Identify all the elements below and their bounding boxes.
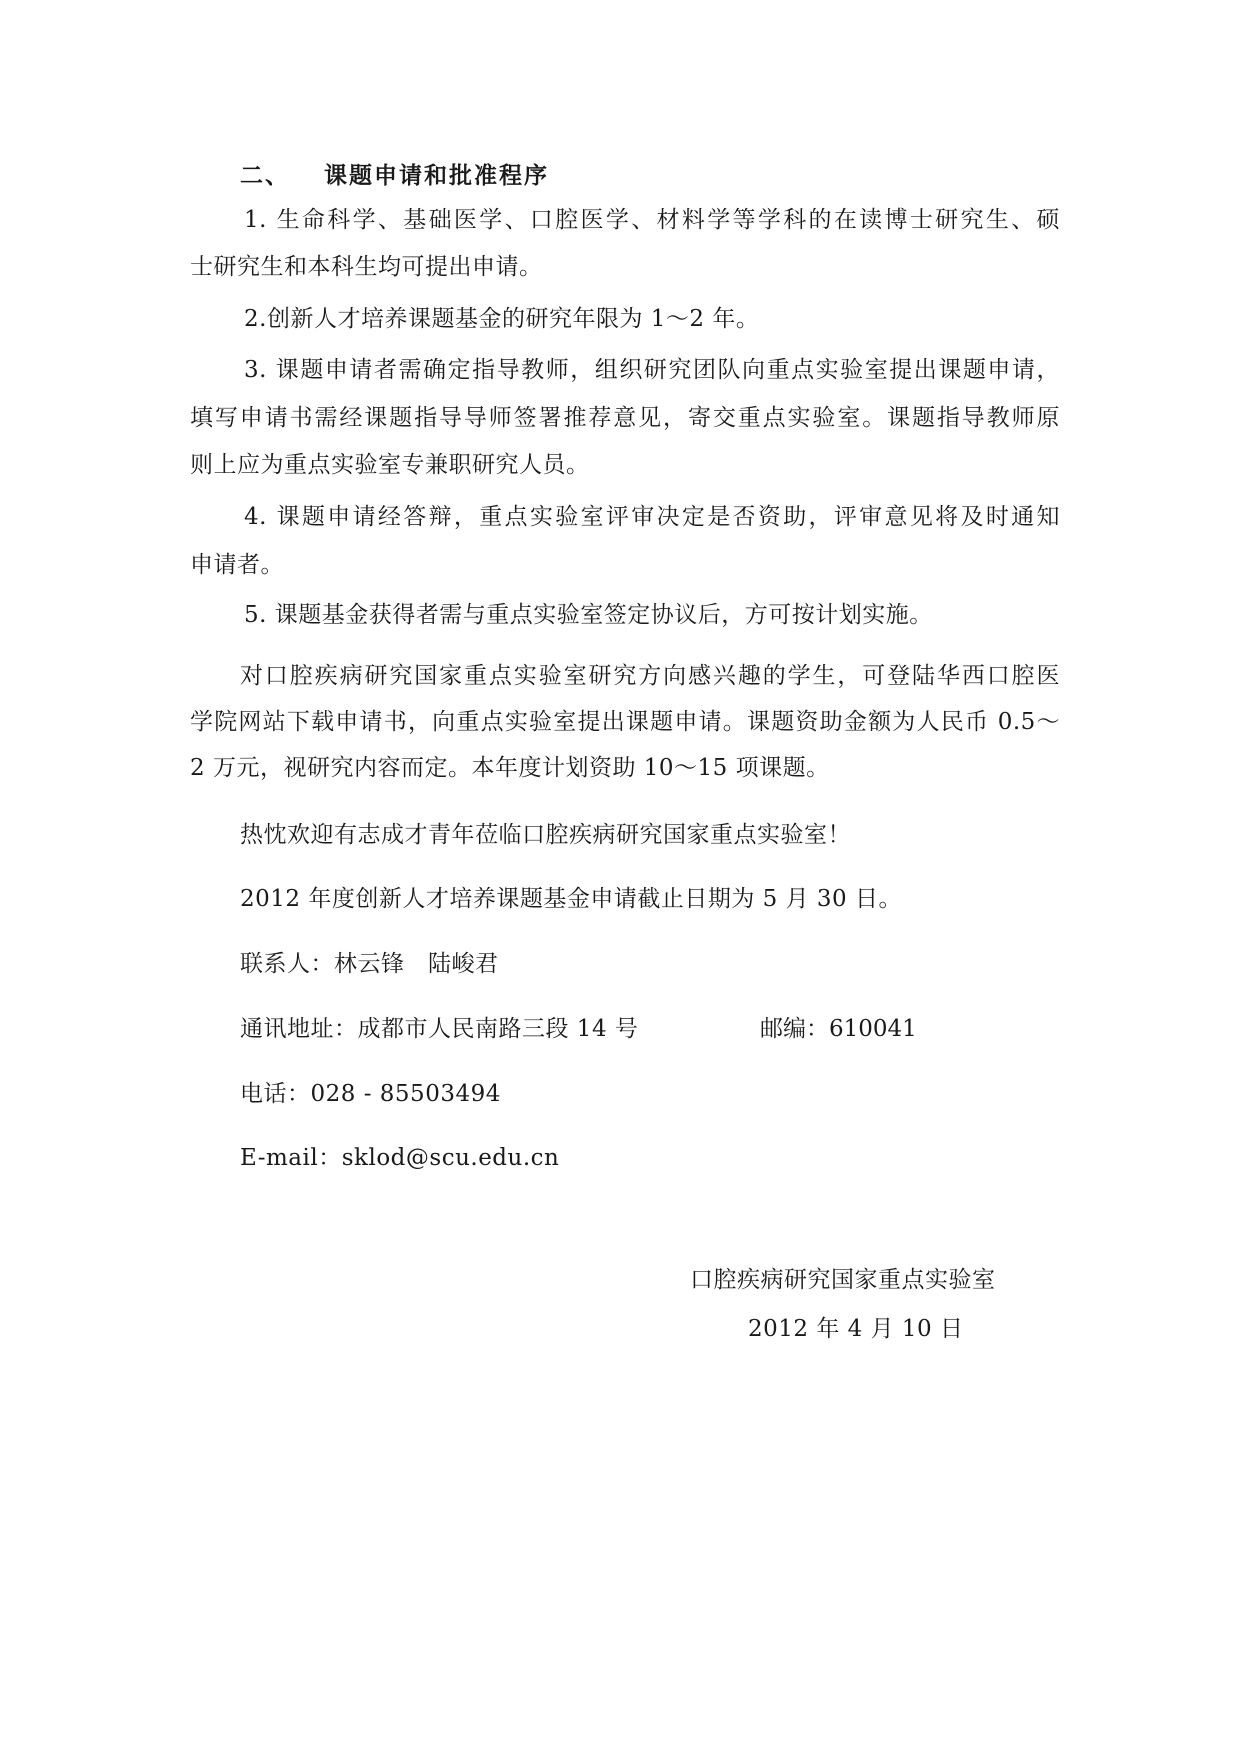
- item-3-line-1: 3. 课题申请者需确定指导教师，组织研究团队向重点实验室提出课题申请，: [244, 357, 1060, 383]
- section-number: 二、: [240, 163, 290, 189]
- item-1-line-1: 1. 生命科学、基础医学、口腔医学、材料学等学科的在读博士研究生、硕: [244, 207, 1060, 233]
- item-1-line-2: 士研究生和本科生均可提出申请。: [190, 254, 543, 280]
- deadline-line: 2012 年度创新人才培养课题基金申请截止日期为 5 月 30 日。: [240, 886, 902, 912]
- section-heading: [240, 161, 1110, 191]
- paragraph-line-1: 对口腔疾病研究国家重点实验室研究方向感兴趣的学生，可登陆华西口腔医: [240, 663, 1060, 689]
- item-3-line-2: 填写申请书需经课题指导导师签署推荐意见，寄交重点实验室。课题指导教师原: [190, 405, 1060, 431]
- item-4-line-2: 申请者。: [190, 552, 284, 578]
- signature-date: 2012 年 4 月 10 日: [748, 1316, 964, 1342]
- contact-phone: 电话：028 - 85503494: [240, 1081, 501, 1107]
- contact-email: E-mail：sklod@scu.edu.cn: [240, 1145, 560, 1171]
- signature-org: 口腔疾病研究国家重点实验室: [690, 1267, 996, 1293]
- contact-address: 通讯地址：成都市人民南路三段 14 号: [240, 1016, 639, 1042]
- section-title: 课题申请和批准程序: [324, 163, 549, 189]
- contact-person: 联系人：林云锋 陆峻君: [240, 951, 499, 977]
- welcome-line: 热忱欢迎有志成才青年莅临口腔疾病研究国家重点实验室！: [240, 822, 851, 848]
- item-4-line-1: 4. 课题申请经答辩，重点实验室评审决定是否资助，评审意见将及时通知: [244, 504, 1060, 530]
- item-5-line-1: 5. 课题基金获得者需与重点实验室签定协议后，方可按计划实施。: [244, 602, 933, 628]
- paragraph-line-2: 学院网站下载申请书，向重点实验室提出课题申请。课题资助金额为人民币 0.5～: [190, 709, 1060, 735]
- contact-postcode: 邮编：610041: [760, 1016, 917, 1042]
- item-2-line-1: 2.创新人才培养课题基金的研究年限为 1～2 年。: [244, 306, 760, 332]
- item-3-line-3: 则上应为重点实验室专兼职研究人员。: [190, 452, 590, 478]
- paragraph-line-3: 2 万元，视研究内容而定。本年度计划资助 10～15 项课题。: [190, 755, 830, 781]
